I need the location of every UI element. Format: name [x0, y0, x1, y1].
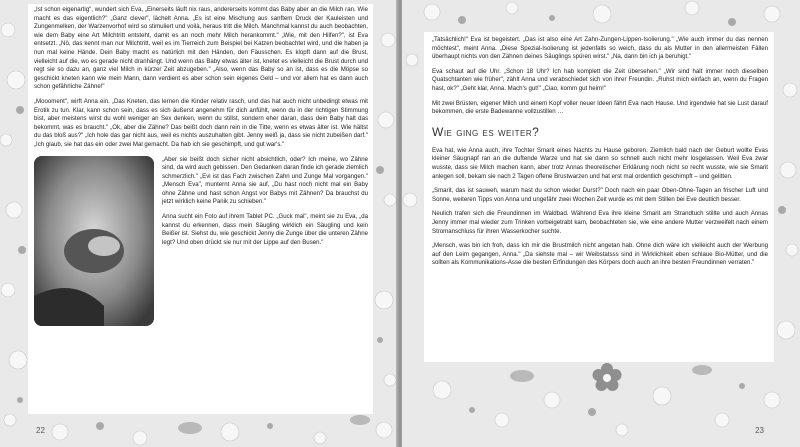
section-heading: Wie ging es weiter? — [432, 124, 540, 139]
left-page — [0, 0, 398, 447]
paragraph: Mit zwei Brüsten, eigener Milch und einem Kopf voller neuer Ideen fährt Eva nach Hause. Und irgendwie hat sie Lust darauf bekommen, die erste Badewanne vollzustillen … — [432, 99, 768, 116]
paragraph: „Ist schon eigenartig", wundert sich Eva, „Einerseits läuft nix raus, andererseits kommt das Baby aber an die Milch ran. Wie macht es das eigentlich?" „Ganz clever", lächelt Anna. „Es ist eine Mischung aus sanftem Druck der Kauleisten und Zungenmelken, der Warzenvorhof wird so stimuliert und voilà, heraus tritt die Milch. Manchmal kannst du auch beobachten, wie dem Baby eine Art Milchtritt entsteht, damit es an noch mehr Milch herankommt." „Wie, mit den Hilfen?", ist Eva entsetzt. „Nö, das kennt man nur Milchtritt, weil es im Tierreich zum Beispiel bei Katzen beobachtet wird, und die haben ja nun mal keine Hände. Dein Baby macht es natürlich mit den Händen, den Fäusschen. Es klopft dann auf die Brust, vielleicht auf die, wo es gerade nicht dranhängt. Und wenn das Baby etwas älter ist, knetet es vielleicht die Brust durch und regt sie so dazu an, ganz viel Milch in kürzer Zeit abzugeben." „Also, wenn das Baby so an ist, dass es die Möpse so geschickt kneten kann wie mein Mann, dann verdient es aber schon sein eigenes Geld – und vor allem hat es dann auch schon gefährliche Zähne!" — [34, 6, 368, 91]
page-number: 23 — [755, 426, 764, 435]
paragraph: Eva schaut auf die Uhr. „Schon 18 Uhr? Ich hab komplett die Zeit übersehen." „Wir sind halt immer noch dieselben Quatschtanten wie früher", zählt Anna und verabschiedet sich von ihrer Freundin. „Ruhst mich einfach an, wenn du Fragen hast, ok?" „Geht klar, Anna. Mach's gut!" „Ciao, komm gut heim!" — [432, 67, 768, 92]
paragraph: „Smarit, das ist sauweh, warum hast du schon wieder Durst?" Doch nach ein paar Oben-Ohne-Tagen an frischer Luft und Sonne, weiteren Tipps von Anna und ungefähr zwei Wochen Zeit wurde es mit dem Stillen bei Eve deutlich besser. — [432, 187, 768, 203]
photo-image — [34, 156, 154, 326]
right-page — [402, 0, 800, 447]
flower-icon — [593, 363, 622, 391]
breastfeeding-photo — [34, 156, 154, 326]
left-text-panel — [28, 4, 373, 414]
paragraph: „Mensch, was bin ich froh, dass ich mir die Brustmilch nicht angetan hab. Ohne dich wäre ich vielleicht auch der Werbung auf den Leim gegangen, Anna." „Da siehste mal – wir Weibstatsss sind in Wirklichkeit eben schlaue Bio-Mütter, und die sollten als Kommunikations-Asse die besten Erfindungen des Körpers doch auch an ihre besten Freundinnen verraten." — [432, 242, 768, 267]
page-number: 22 — [36, 426, 45, 435]
paragraph: „Moooment", wirft Anna ein. „Das Kneten, das lernen die Kinder relativ rasch, und das hat auch nicht unbedingt etwas mit Erotik zu tun. Klar, kann schon sein, dass es sich äußerst angenehm für dich anfühlt, wenn du in der richtigen Stimmung bist, aber meistens wirst du wohl weniger an Sex denken, wenn du stillst, sondern eher daran, dass dein Baby halt das bekommt, was es braucht." „Ok, aber die Zähne? Das beißt doch dann rein in die Titte, wenn es etwas älter ist. Wie hältst du das bloß aus?" „Ich hole das gar nicht aus, weil es nichts auszuhalten gibt. Jenny weiß ja, dass sie nicht zubeißen darf." „Ich glaub, sie hat das ein oder zwei Mal gemacht. Da hab ich sie geschimpft, und gut war's." — [34, 97, 368, 148]
paragraph: Eva hat, wie Anna auch, ihre Tochter Smarit eines Nachts zu Hause geboren. Ziemlich bald nach der Geburt wollte Evas kleiner Säugnapf ran an die duftende Warze und hat sie dann so schnell auch nicht mehr losgelassen. Weil Eva zwar wusste, dass sie Milch machen kann, aber trotz Annas theoretischer Erklärung noch nicht so recht wusste, wie sie Smarit anlegen soll, bekam sie nach 2 Tagen offene Brustwarzen und hat erst mal ordentlich geschimpft – und gelitten. — [432, 146, 768, 180]
paragraph: „Aber sie beißt doch sicher nicht absichtlich, oder? Ich meine, wo Zähne sind, da wird auch gebissen. Den Gedanken daran finde ich gerade ziemlich schmerzlich." „Evi ist das Fach zwischen Zahn und Zunge Mal vorgangen." „Mensch Eva", munternt Anna sie auf, „Du hast noch nicht mal ein Baby ohne Zähne und hast schon Angst vor Babys mit Zähnen? Da brauchst du jetzt wirklich keine Panik zu schieben." — [162, 155, 368, 206]
right-text-panel — [424, 32, 774, 362]
paragraph: Anna sucht ein Foto auf ihrem Tablet PC. „Guck mal", meint sie zu Eva, „da kannst du erkennen, dass mein Säugling wirklich ein Säugling und kein Beißer ist. Siehst du, wie geschickt Jenny die Zunge über die unteren Zähne legt? Und oben drückt sie nur mit der Lippe auf den Busen." — [162, 213, 368, 246]
paragraph: „Tatsächlich!" Eva ist begeistert. „Das ist also eine Art Zahn-Zungen-Lippen-Isolierung." „Wie auch immer du das nennen möchtest", meint Anna. „Diese Spezial-Isolierung ist jedenfalls so weich, dass du als Mutter in den allermeisten Fällen überhaupt nichts von den Zähnen deines Säuglings spüren wirst." „Na, dann bin ich ja beruhigt." — [432, 36, 768, 61]
paragraph: Neulich trafen sich die Freundinnen im Waldbad. Während Eva ihre kleine Smarit am Strandtuch stillte und auch Annas Jenny immer mal wieder zum Trinken vorbeigetrabt kam, beobachteten sie, wie eine andere Mutter verzweifelt nach einem Stromanschluss für ihren Wasserkocher suchte. — [432, 210, 768, 235]
